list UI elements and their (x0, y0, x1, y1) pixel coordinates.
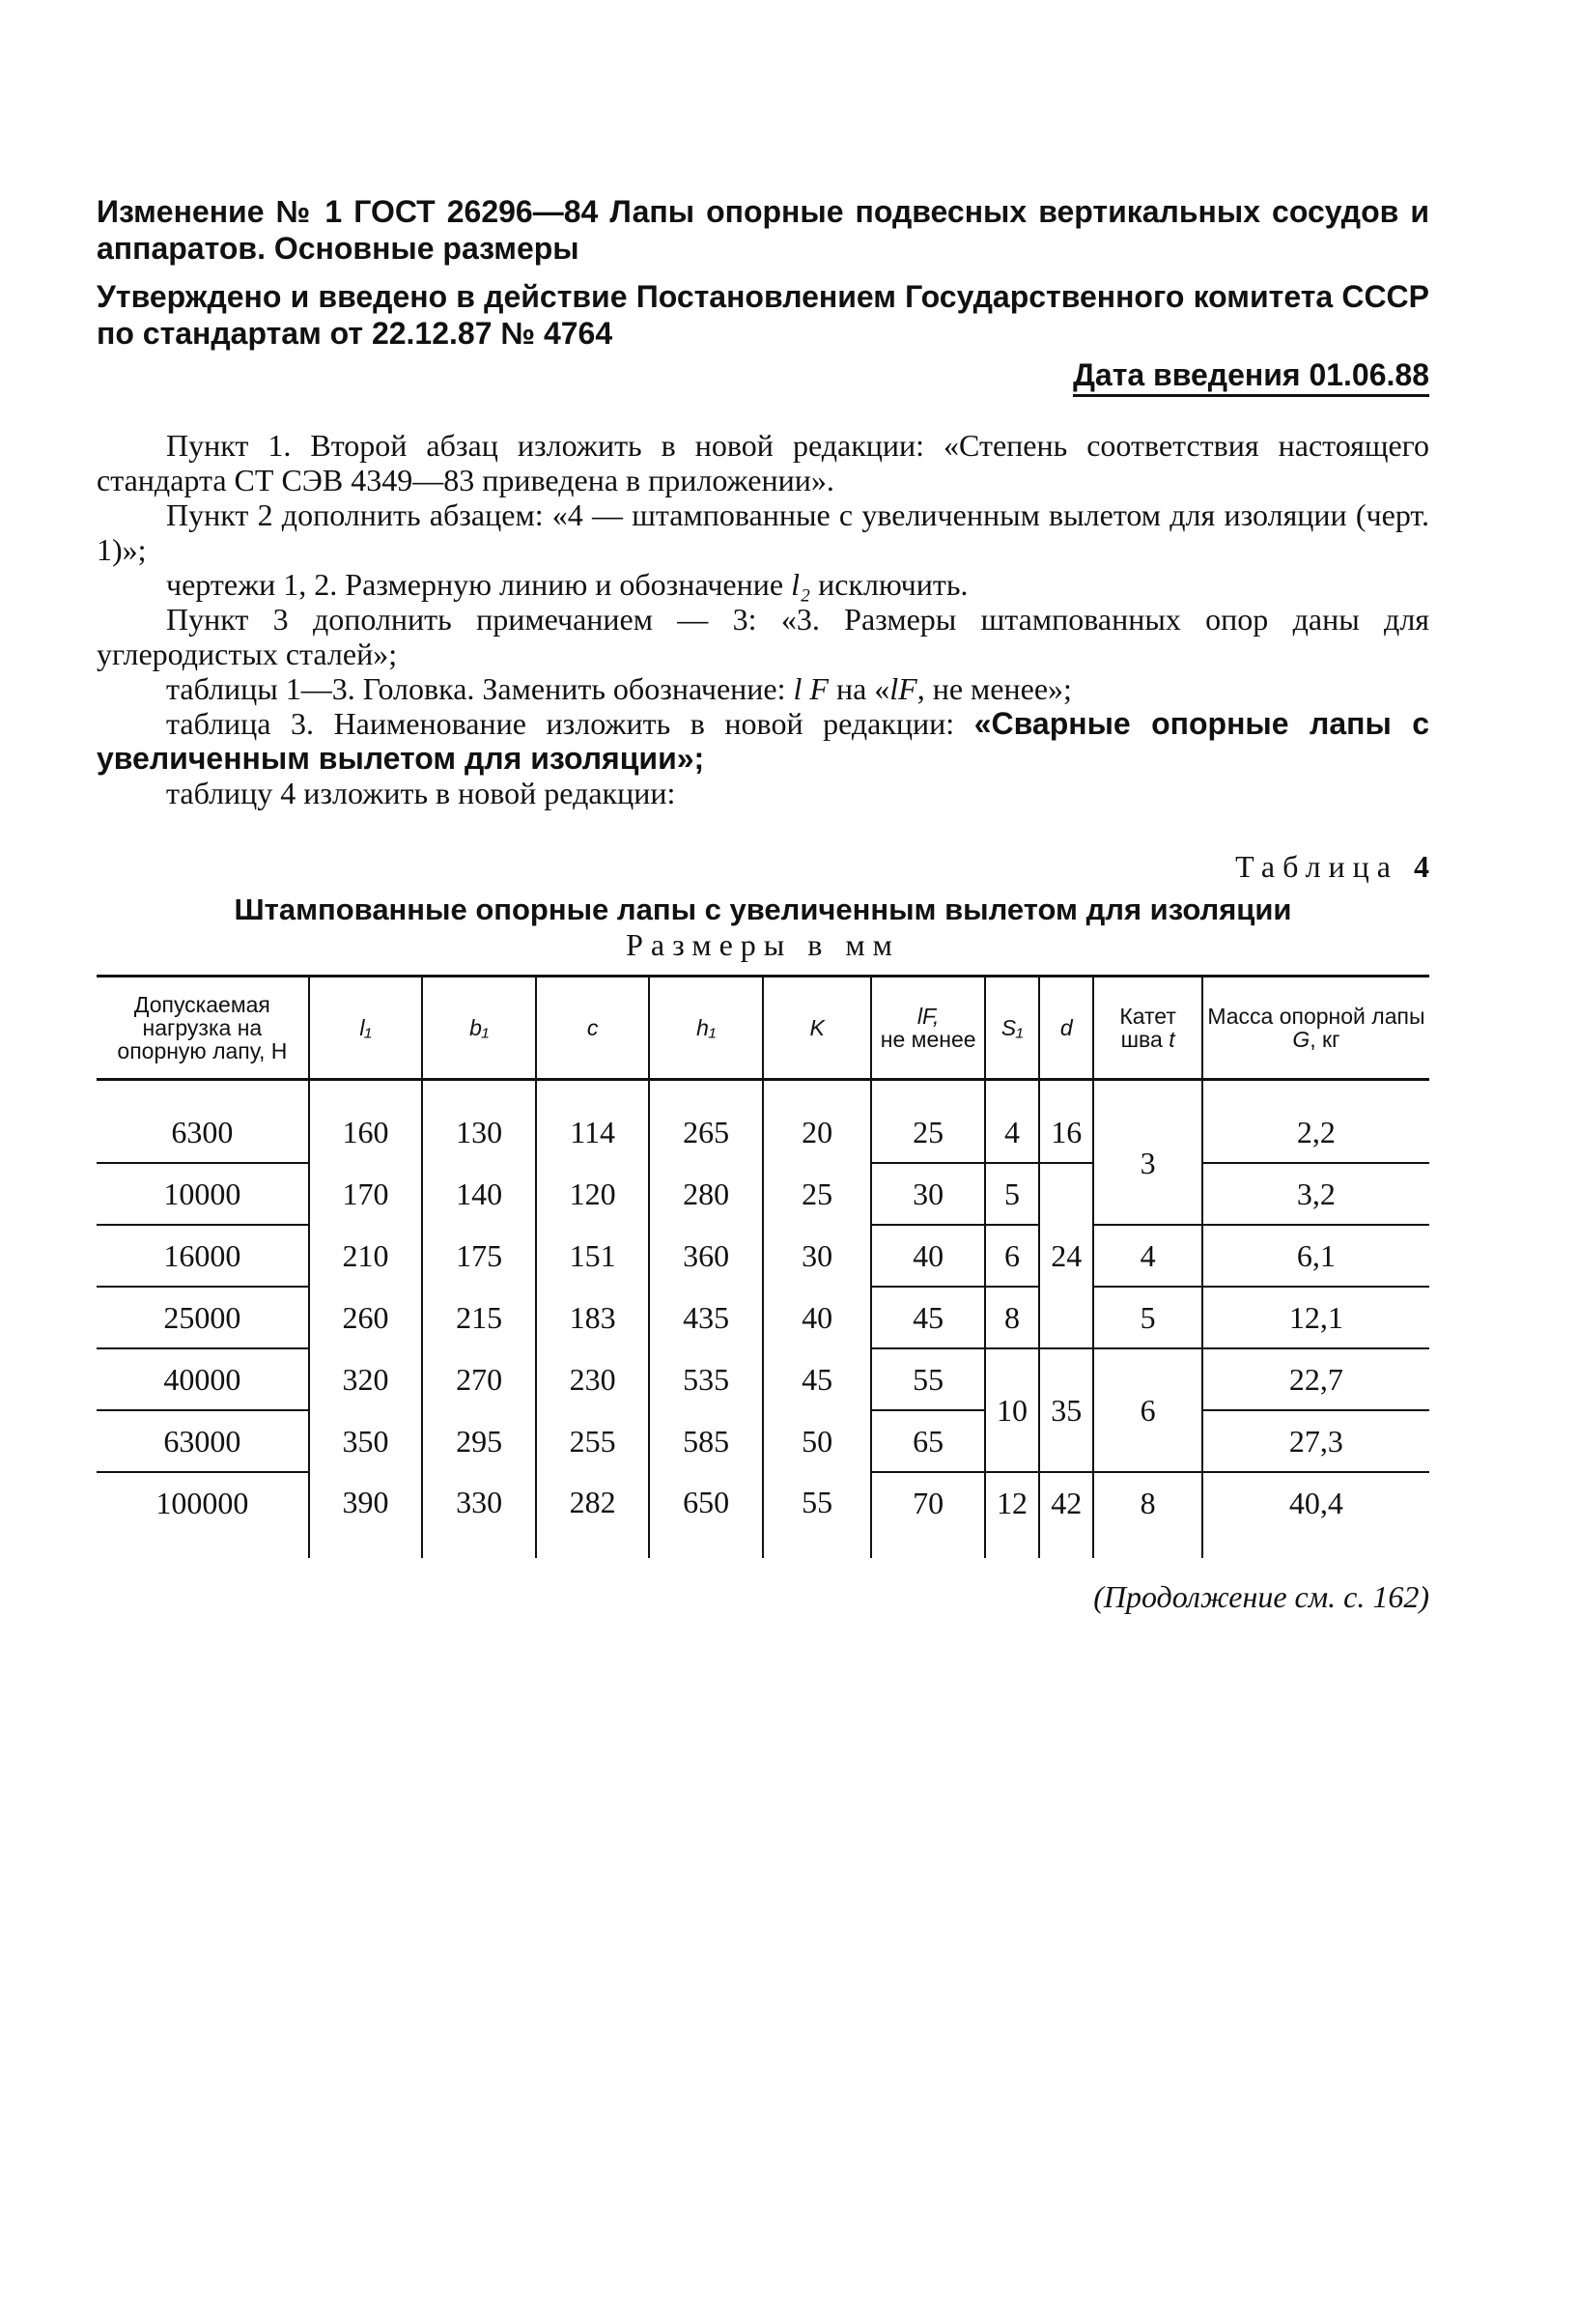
table-row (97, 1472, 1429, 1558)
cell-k: 30 (763, 1225, 871, 1287)
table-label: Таблица 4 (1235, 849, 1429, 884)
table-title: Штампованные опорные лапы с увеличенным вылетом для изоляции (234, 893, 1292, 926)
cell-s1: 12 (985, 1472, 1039, 1558)
cell-d: 24 (1039, 1163, 1093, 1348)
table-row (97, 1287, 1429, 1348)
cell-b1: 295 (422, 1410, 536, 1472)
cell-lf: 65 (871, 1410, 985, 1472)
cell-h1: 280 (649, 1163, 763, 1225)
cell-b1: 215 (422, 1287, 536, 1348)
cell-k: 55 (763, 1472, 871, 1558)
cell-h1: 650 (649, 1472, 763, 1558)
cell-t: 6 (1093, 1348, 1201, 1472)
cell-load: 40000 (97, 1348, 309, 1410)
continuation-note: (Продолжение см. с. 162) (1093, 1579, 1429, 1614)
cell-s1: 8 (985, 1287, 1039, 1348)
table-row (97, 1410, 1429, 1472)
header-c: c (536, 977, 650, 1080)
cell-k: 20 (763, 1080, 871, 1164)
cell-g: 40,4 (1202, 1472, 1429, 1558)
cell-load: 63000 (97, 1410, 309, 1472)
cell-l1: 260 (309, 1287, 423, 1348)
cell-s1: 5 (985, 1163, 1039, 1225)
cell-l1: 160 (309, 1080, 423, 1164)
dimensions-table (97, 975, 1429, 1558)
cell-h1: 435 (649, 1287, 763, 1348)
cell-l1: 170 (309, 1163, 423, 1225)
cell-h1: 265 (649, 1080, 763, 1164)
cell-l1: 390 (309, 1472, 423, 1558)
cell-s1: 6 (985, 1225, 1039, 1287)
cell-k: 25 (763, 1163, 871, 1225)
cell-b1: 270 (422, 1348, 536, 1410)
paragraph-2: Пункт 2 дополнить абзацем: «4 — штампованные с увеличенным вылетом для изоляции (черт. 1)»; (97, 497, 1429, 567)
cell-h1: 585 (649, 1410, 763, 1472)
header-b1: b₁ (422, 977, 536, 1080)
header-katet: Катет шва t (1093, 977, 1201, 1080)
cell-h1: 535 (649, 1348, 763, 1410)
cell-lf: 45 (871, 1287, 985, 1348)
cell-k: 50 (763, 1410, 871, 1472)
paragraph-3: чертежи 1, 2. Размерную линию и обозначение l₂ исключить. (166, 567, 969, 602)
cell-l1: 350 (309, 1410, 423, 1472)
cell-g: 22,7 (1202, 1348, 1429, 1410)
cell-c: 114 (536, 1080, 650, 1164)
paragraph-6: таблица 3. Наименование изложить в новой редакции: «Сварные опорные лапы с увеличенным вылетом для изоляции»; (97, 706, 1430, 776)
cell-b1: 330 (422, 1472, 536, 1558)
cell-c: 120 (536, 1163, 650, 1225)
header-l1: l₁ (309, 977, 423, 1080)
header-k: K (763, 977, 871, 1080)
header-lf: lF, не менее (871, 977, 985, 1080)
cell-lf: 25 (871, 1080, 985, 1164)
table-units: Размеры в мм (626, 927, 900, 962)
header-load: Допускаемая нагрузка на опорную лапу, Н (117, 992, 288, 1063)
paragraph-1: Пункт 1. Второй абзац изложить в новой редакции: «Степень соответствия настоящего стандарта СТ СЭВ 4349—83 приведена в приложении». (97, 428, 1429, 497)
cell-lf: 70 (871, 1472, 985, 1558)
cell-c: 255 (536, 1410, 650, 1472)
cell-lf: 40 (871, 1225, 985, 1287)
table-row (97, 1080, 1429, 1164)
cell-load: 16000 (97, 1225, 309, 1287)
cell-g: 6,1 (1202, 1225, 1429, 1287)
cell-k: 45 (763, 1348, 871, 1410)
cell-load: 6300 (97, 1080, 309, 1164)
table-header-row (97, 977, 1429, 1080)
cell-b1: 175 (422, 1225, 536, 1287)
header-mass: Масса опорной лапы G, кг (1202, 977, 1429, 1080)
document-page (97, 193, 1429, 1615)
cell-s1: 4 (985, 1080, 1039, 1164)
cell-load: 10000 (97, 1163, 309, 1225)
approval-note: Утверждено и введено в действие Постановлением Государственного комитета СССР по стандартам от 22.12.87 № 4764 (97, 279, 1429, 351)
cell-l1: 210 (309, 1225, 423, 1287)
header-h1: h₁ (649, 977, 763, 1080)
cell-g: 12,1 (1202, 1287, 1429, 1348)
cell-d: 42 (1039, 1472, 1093, 1558)
paragraph-5: таблицы 1—3. Головка. Заменить обозначение: l F на «lF, не менее»; (166, 671, 1072, 706)
cell-c: 151 (536, 1225, 650, 1287)
cell-c: 183 (536, 1287, 650, 1348)
cell-g: 27,3 (1202, 1410, 1429, 1472)
cell-b1: 130 (422, 1080, 536, 1164)
cell-g: 2,2 (1202, 1080, 1429, 1164)
cell-c: 230 (536, 1348, 650, 1410)
cell-c: 282 (536, 1472, 650, 1558)
cell-h1: 360 (649, 1225, 763, 1287)
paragraph-4: Пункт 3 дополнить примечанием — 3: «3. Размеры штампованных опор даны для углеродистых сталей»; (97, 602, 1429, 671)
cell-t: 4 (1093, 1225, 1201, 1287)
cell-t: 5 (1093, 1287, 1201, 1348)
cell-s1: 10 (985, 1348, 1039, 1472)
header-s1: S₁ (985, 977, 1039, 1080)
cell-d: 35 (1039, 1348, 1093, 1472)
table-row (97, 1225, 1429, 1287)
table-row (97, 1163, 1429, 1225)
paragraph-7: таблицу 4 изложить в новой редакции: (166, 776, 676, 810)
effective-date: Дата введения 01.06.88 (97, 357, 1429, 393)
cell-t: 8 (1093, 1472, 1201, 1558)
amendment-text (97, 428, 1429, 810)
cell-b1: 140 (422, 1163, 536, 1225)
cell-t: 3 (1093, 1080, 1201, 1226)
cell-lf: 55 (871, 1348, 985, 1410)
cell-d: 16 (1039, 1080, 1093, 1164)
header-d: d (1039, 977, 1093, 1080)
cell-load: 25000 (97, 1287, 309, 1348)
cell-load: 100000 (155, 1485, 249, 1520)
cell-k: 40 (763, 1287, 871, 1348)
table-row (97, 1348, 1429, 1410)
cell-lf: 30 (871, 1163, 985, 1225)
cell-l1: 320 (309, 1348, 423, 1410)
document-title: Изменение № 1 ГОСТ 26296—84 Лапы опорные подвесных вертикальных сосудов и аппаратов. Основные размеры (97, 194, 1429, 266)
cell-g: 3,2 (1202, 1163, 1429, 1225)
